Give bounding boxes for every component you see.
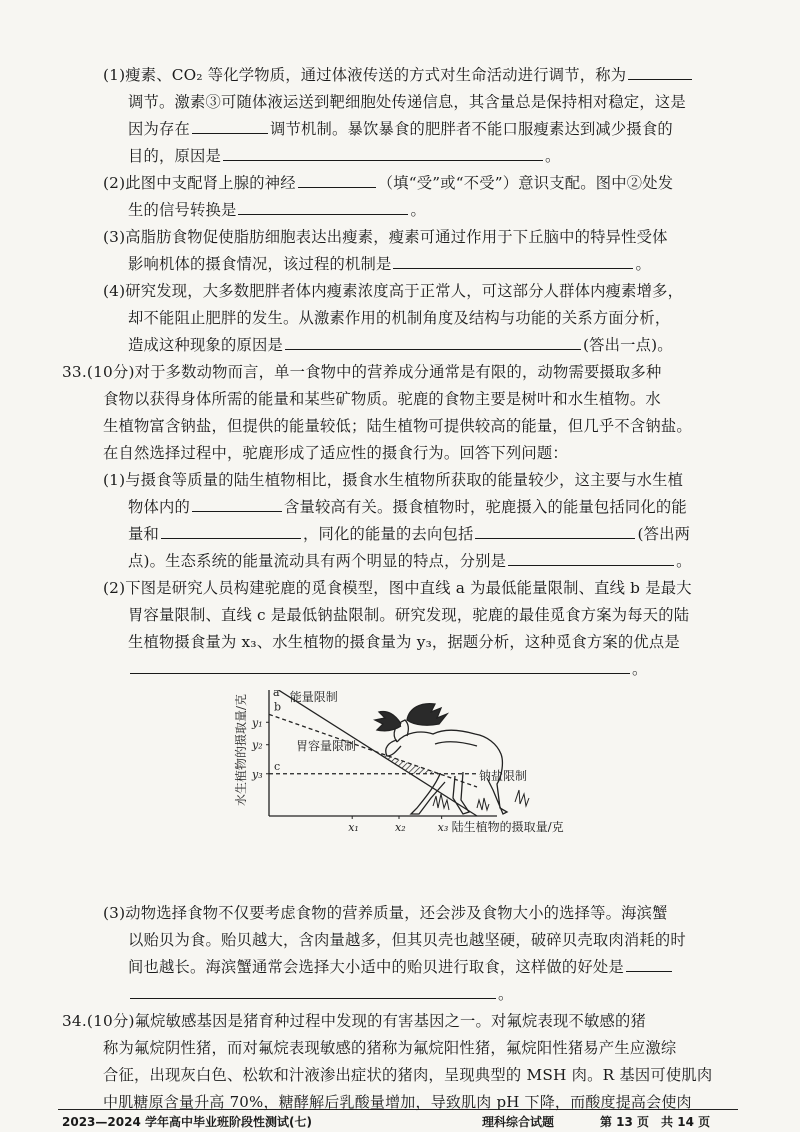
q32-p4-line2: 却不能阻止肥胖的发生。从激素作用的机制角度及结构与功能的关系方面分析， [128,309,671,327]
chart-axes [269,690,497,816]
line-b-label: 胃容量限制 [296,739,357,753]
answer-blank[interactable] [130,983,496,999]
q33-p3-line3: 间也越长。海滨蟹通常会选择大小适中的贻贝进行取食，这样做的好处是 [128,956,674,978]
answer-blank[interactable] [192,118,268,134]
answer-blank[interactable] [192,496,282,512]
q32-p3-line1: (3)高脂肪食物促使脂肪细胞表达出瘦素，瘦素可通过作用于下丘脑中的特异性受体 [103,228,668,246]
line-c-letter: c [274,759,281,773]
footer-page-number: 第 13 页 共 14 页 [600,1115,711,1129]
y-tick-label-y1: y₁ [252,716,263,730]
grass-tufts [433,790,529,810]
answer-blank[interactable] [130,658,630,674]
q32-p2-line1: (2)此图中支配肾上腺的神经 （填“受”或“不受”）意识支配。图中②处发 [103,174,674,192]
x-tick-label-x2: x₂ [395,821,406,834]
q32-p2-line2: 生的信号转换是 。 [128,201,426,219]
line-a-label: 能量限制 [289,690,338,705]
constraint-lines [269,690,477,816]
q32-p4-line3: 造成这种现象的原因是 (答出一点)。 [128,336,673,354]
answer-blank[interactable] [285,334,581,350]
q32-p1-line1: (1)瘦素、CO₂ 等化学物质，通过体液传送的方式对生命活动进行调节，称为 [103,64,694,86]
footer-exam-title: 2023—2024 学年高中毕业班阶段性测试(七) [62,1115,312,1129]
moose-snout [386,740,401,756]
answer-blank[interactable] [628,64,692,80]
answer-blank[interactable] [223,145,543,161]
q33-intro-line1: 33.(10分)对于多数动物而言，单一食物中的营养成分通常是有限的，动物需要摄取多种 [62,363,662,381]
moose-back-detail [435,742,477,746]
answer-blank[interactable] [298,172,376,188]
q34-line4: 中肌糖原含量升高 70%，糖酵解后乳酸量增加，导致肌肉 pH 下降，而酸度提高会使肉 [103,1093,692,1111]
footer-subject: 理科综合试题 [482,1115,555,1129]
q33-p3-line1: (3)动物选择食物不仅要考虑食物的营养质量，还会涉及食物大小的选择等。海滨蟹 [103,904,668,922]
q33-p2-line3: 生植物摄食量为 x₃、水生植物的摄食量为 y₃，据题分析，这种觅食方案的优点是 [128,633,680,651]
q34-line1: 34.(10分)氟烷敏感基因是猪育种过程中发现的有害基因之一。对氟烷表现不敏感的猪 [62,1012,647,1030]
y-tick-label-y2: y₂ [252,738,263,752]
footer-rule [58,1109,738,1110]
answer-blank[interactable] [393,253,633,269]
line-b-letter: b [274,700,282,714]
q32-p1-line2: 调节。激素③可随体液运送到靶细胞处传递信息，其含量总是保持相对稳定，这是 [128,93,686,111]
line-c-label: 钠盐限制 [479,768,528,783]
q33-p3-line2: 以贻贝为食。贻贝越大，含肉量越多，但其贝壳也越坚硬，破碎贝壳取肉消耗的时 [128,931,686,949]
foraging-model-figure [225,690,615,895]
q34-line2: 称为氟烷阴性猪，而对氟烷表现敏感的猪称为氟烷阳性猪，氟烷阳性猪易产生应激综 [103,1039,677,1057]
answer-blank[interactable] [238,199,408,215]
x-axis-label: 陆生植物的摄取量/克 [451,820,564,834]
q33-p3-line4: 。 [128,983,514,1005]
q33-intro-line4: 在自然选择过程中，驼鹿形成了适应性的摄食行为。回答下列问题： [103,444,568,462]
page-footer [62,1113,727,1130]
q33-intro-line3: 生植物富含钠盐，但提供的能量较低；陆生植物可提供较高的能量，但几乎不含钠盐。 [103,417,692,435]
series-line-a [269,690,477,816]
q33-p2-line4: 。 [128,658,648,680]
q33-p2-line1: (2)下图是研究人员构建驼鹿的觅食模型，图中直线 a 为最低能量限制、直线 b 是最大 [103,579,692,597]
answer-blank[interactable] [508,550,674,566]
q33-p2-line2: 胃容量限制、直线 c 是最低钠盐限制。研究发现，驼鹿的最佳觅食方案为每天的陆 [128,606,690,624]
q33-intro-line2: 食物以获得身体所需的能量和某些矿物质。驼鹿的食物主要是树叶和水生植物。水 [103,390,661,408]
answer-blank[interactable] [475,523,635,539]
q33-p1-line1: (1)与摄食等质量的陆生植物相比，摄食水生植物所获取的能量较少，这主要与水生植 [103,471,684,489]
x-tick-label-x1: x₁ [348,821,359,834]
y-axis-label: 水生植物的摄取量/克 [234,693,248,806]
q34-line3: 合征，出现灰白色、松软和汁液渗出症状的猪肉，呈现典型的 MSH 肉。R 基因可使肌肉 [103,1066,713,1084]
moose-antler [407,704,447,726]
answer-blank[interactable] [626,956,672,972]
q33-p1-line2: 物体内的 含量较高有关。摄食植物时，驼鹿摄入的能量包括同化的能 [128,498,687,516]
q32-p3-line2: 影响机体的摄食情况，该过程的机制是 。 [128,255,651,273]
q33-p1-line4: 点)。生态系统的能量流动具有两个明显的特点，分别是 。 [128,552,692,570]
x-tick-label-x3: x₃ [437,821,449,834]
q32-p1-line3: 因为存在 调节机制。暴饮暴食的肥胖者不能口服瘦素达到减少摄食的 [128,120,673,138]
moose-front-leg [453,772,469,814]
answer-blank[interactable] [161,523,301,539]
y-tick-label-y3: y₃ [252,767,263,781]
moose-hind-leg [411,774,445,814]
q33-p1-line3: 量和 ，同化的能量的去向包括 (答出两 [128,525,691,543]
q32-p4-line1: (4)研究发现，大多数肥胖者体内瘦素浓度高于正常人，可这部分人群体内瘦素增多， [103,282,684,300]
line-a-letter: a [273,690,280,699]
moose-antler-left [375,712,401,731]
q32-p1-line4: 目的，原因是 。 [128,147,561,165]
